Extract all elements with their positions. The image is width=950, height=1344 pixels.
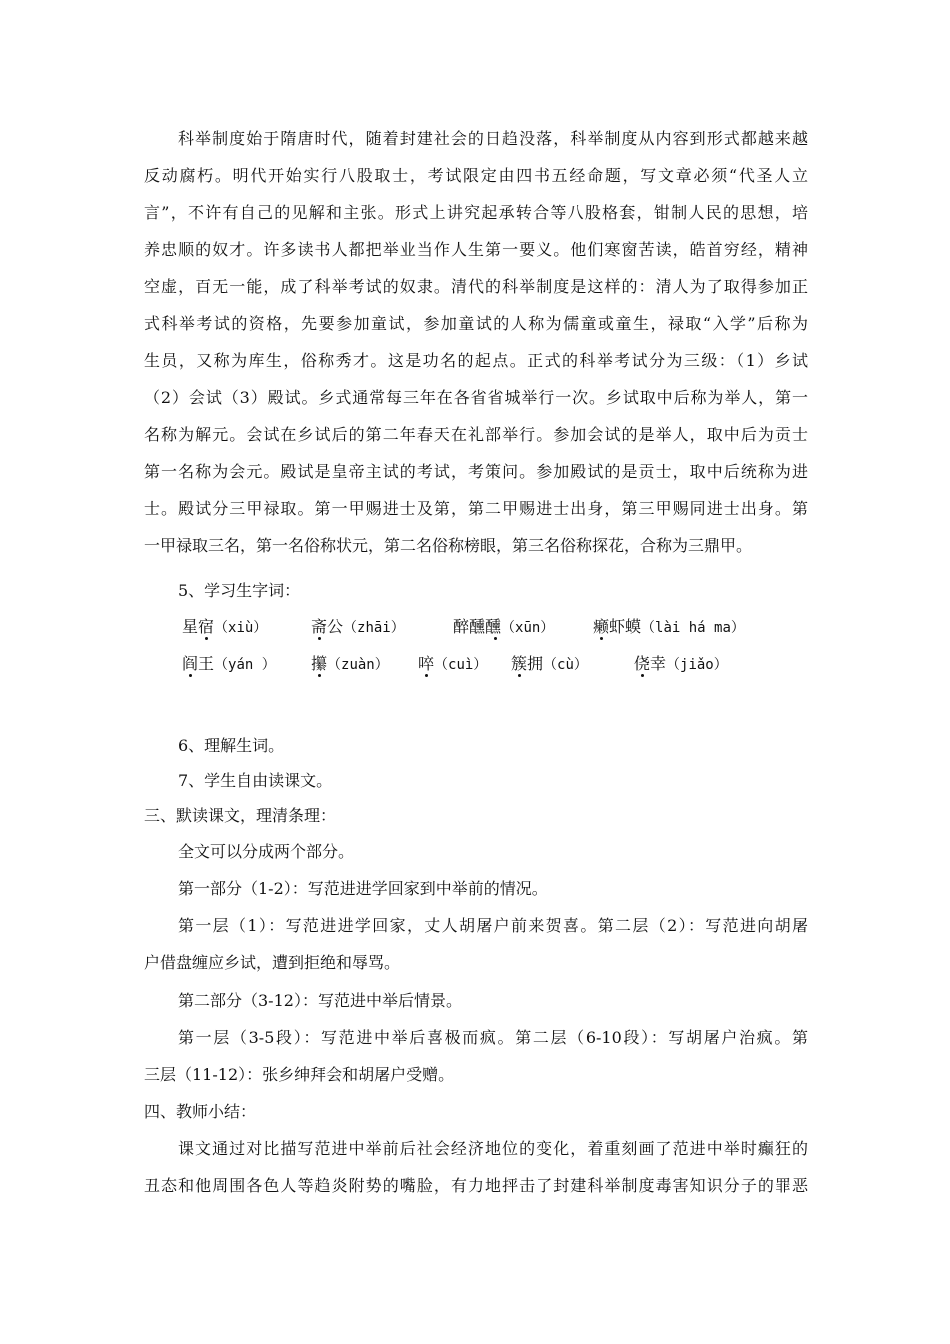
vocab-pinyin: （jiǎo） <box>666 657 728 673</box>
vocab-item <box>182 651 276 674</box>
vocab-word: 簇拥 <box>511 654 544 673</box>
vocab-word: 啐 <box>418 654 435 673</box>
vocab-item <box>511 651 588 674</box>
emphasis-dot <box>494 637 497 640</box>
vocab-word: 侥幸 <box>634 654 667 673</box>
section-heading: 5、学习生字词： <box>178 581 301 600</box>
vocab-word: 癞虾蟆 <box>593 617 642 636</box>
vocab-item <box>182 614 267 637</box>
section-heading: 四、教师小结： <box>144 1102 257 1121</box>
paragraph-line: 第二部分（3-12）：写范进中举后情景。 <box>178 991 462 1010</box>
vocab-item <box>634 651 728 674</box>
section-heading: 7、学生自由读课文。 <box>178 771 333 790</box>
vocab-word: 阎王 <box>182 654 215 673</box>
vocab-word: 星宿 <box>182 617 215 636</box>
paragraph-line: 反动腐朽。明代开始实行八股取士，考试限定由四书五经命题，写文章必须“代圣人立 <box>144 166 808 185</box>
paragraph-line: 生员，又称为库生，俗称秀才。这是功名的起点。正式的科举考试分为三级：（1）乡试 <box>144 351 808 370</box>
paragraph-line: 养忠顺的奴才。许多读书人都把举业当作人生第一要义。他们寒窗苦读，皓首穷经，精神 <box>144 240 808 259</box>
emphasis-dot <box>425 674 428 677</box>
paragraph-line: 户借盘缠应乡试，遭到拒绝和辱骂。 <box>144 953 401 972</box>
paragraph-line: 第一层（1）：写范进进学回家，丈人胡屠户前来贺喜。第二层（2）：写范进向胡屠 <box>178 916 808 935</box>
vocab-word: 醉醺醺 <box>453 617 502 636</box>
vocab-item <box>311 614 405 637</box>
paragraph-line: 一甲禄取三名，第一名俗称状元，第二名俗称榜眼，第三名俗称探花，合称为三鼎甲。 <box>144 536 753 555</box>
emphasis-dot <box>641 674 644 677</box>
vocab-pinyin: （xūn） <box>501 620 555 636</box>
paragraph-line: 全文可以分成两个部分。 <box>178 842 355 861</box>
vocab-item <box>418 651 487 674</box>
paragraph-line: 名称为解元。会试在乡试后的第二年春天在礼部举行。参加会试的是举人，取中后为贡士 <box>144 425 808 444</box>
vocab-pinyin: （lài há ma） <box>641 620 745 636</box>
paragraph-line: 式科举考试的资格，先要参加童试，参加童试的人称为儒童或童生，禄取“入学”后称为 <box>144 314 808 333</box>
emphasis-dot <box>318 674 321 677</box>
paragraph-line: （2）会试（3）殿试。乡式通常每三年在各省省城举行一次。乡试取中后称为举人，第一 <box>144 388 808 407</box>
emphasis-dot <box>600 637 603 640</box>
vocab-item <box>593 614 745 637</box>
paragraph-line: 士。殿试分三甲禄取。第一甲赐进士及第，第二甲赐进士出身，第三甲赐同进士出身。第 <box>144 499 808 518</box>
paragraph-line: 三层（11-12）：张乡绅拜会和胡屠户受赠。 <box>144 1065 455 1084</box>
paragraph-line: 丑态和他周围各色人等趋炎附势的嘴脸，有力地抨击了封建科举制度毒害知识分子的罪恶 <box>144 1176 808 1195</box>
vocab-pinyin: （yán ） <box>214 657 276 673</box>
paragraph-line: 第一层（3-5段）：写范进中举后喜极而疯。第二层（6-10段）：写胡屠户治疯。第 <box>178 1028 808 1047</box>
paragraph-line: 科举制度始于隋唐时代，随着封建社会的日趋没落，科举制度从内容到形式都越来越 <box>178 129 808 148</box>
vocab-item <box>311 651 389 674</box>
section-heading: 三、默读课文，理清条理： <box>144 806 337 825</box>
paragraph-line: 第一部分（1-2）：写范进进学回家到中举前的情况。 <box>178 879 548 898</box>
paragraph-line: 空虚，百无一能，成了科举考试的奴隶。清代的科举制度是这样的：清人为了取得参加正 <box>144 277 808 296</box>
emphasis-dot <box>205 637 208 640</box>
vocab-item <box>453 614 554 637</box>
vocab-pinyin: （zuàn） <box>327 657 389 673</box>
vocab-pinyin: （xiù） <box>214 620 268 636</box>
emphasis-dot <box>189 674 192 677</box>
vocab-pinyin: （cuì） <box>434 657 488 673</box>
emphasis-dot <box>518 674 521 677</box>
vocab-word: 斋公 <box>311 617 344 636</box>
vocab-pinyin: （cù） <box>543 657 588 673</box>
vocab-word: 攥 <box>311 654 328 673</box>
emphasis-dot <box>318 637 321 640</box>
section-heading: 6、理解生词。 <box>178 736 285 755</box>
paragraph-line: 第一名称为会元。殿试是皇帝主试的考试，考策问。参加殿试的是贡士，取中后统称为进 <box>144 462 808 481</box>
paragraph-line: 课文通过对比描写范进中举前后社会经济地位的变化，着重刻画了范进中举时癫狂的 <box>178 1139 808 1158</box>
vocab-pinyin: （zhāi） <box>343 620 405 636</box>
paragraph-line: 言”，不许有自己的见解和主张。形式上讲究起承转合等八股格套，钳制人民的思想，培 <box>144 203 808 222</box>
